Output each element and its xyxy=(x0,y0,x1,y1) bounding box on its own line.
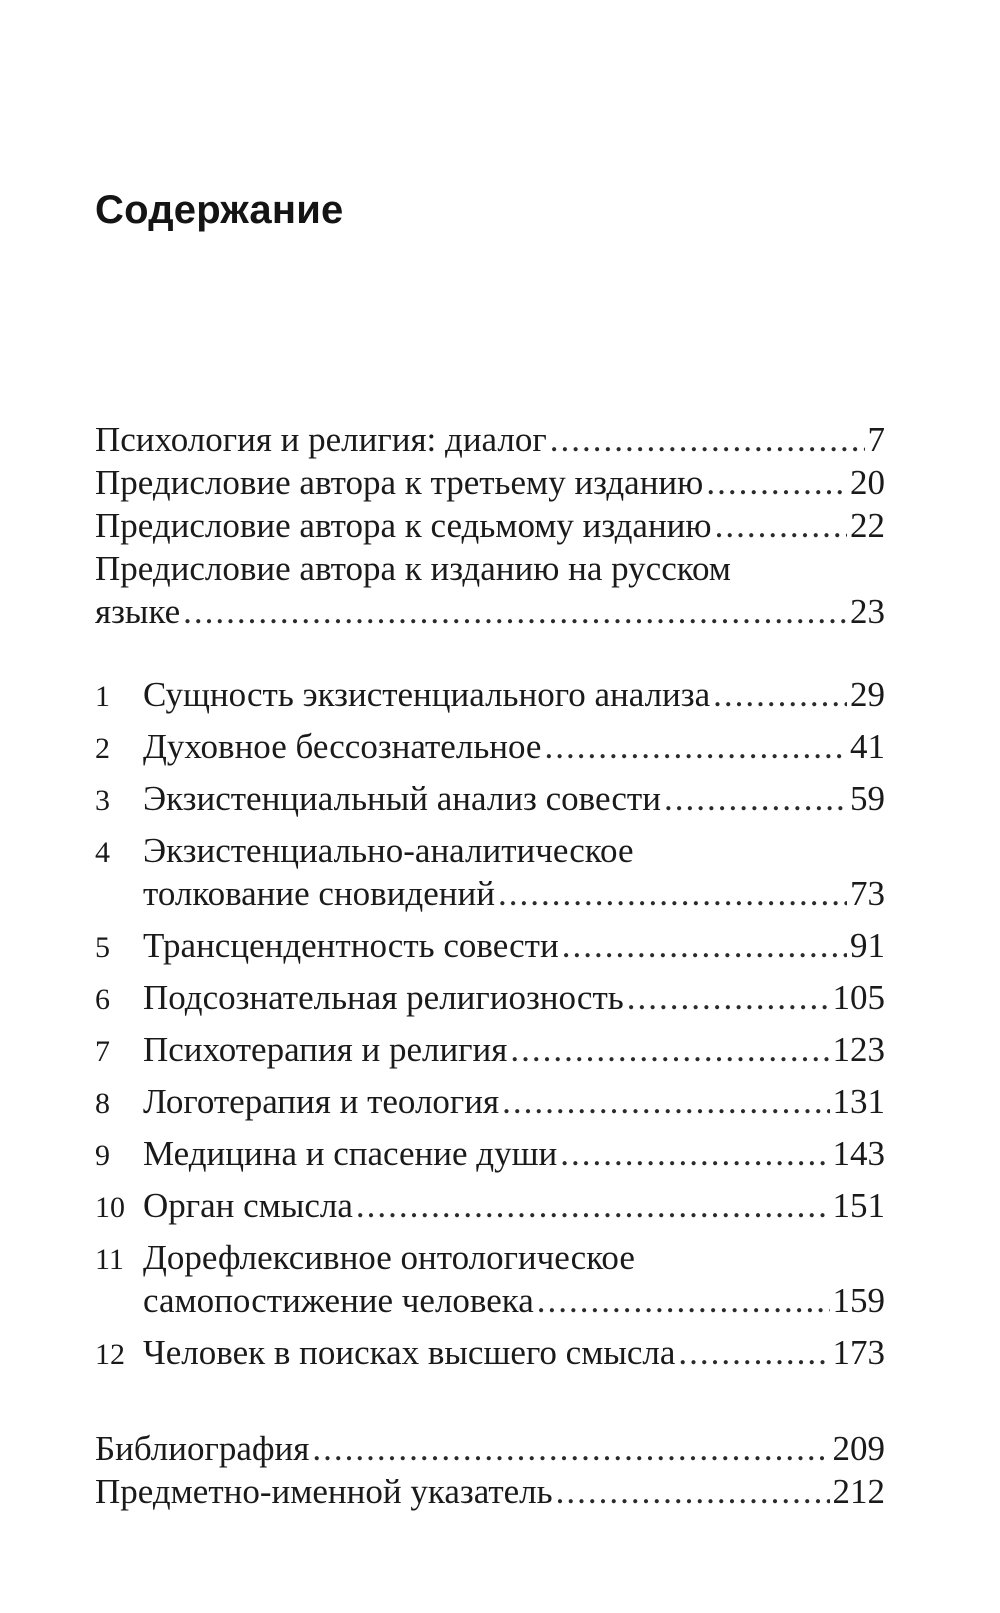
chapter-number: 5 xyxy=(95,931,110,964)
entry-title: Психология и религия: диалог xyxy=(95,420,547,459)
chapter-entry-line1 xyxy=(95,829,885,872)
chapter-entry xyxy=(95,976,885,1019)
entry-page: 209 xyxy=(832,1429,885,1468)
chapter-title: Подсознательная религиозность xyxy=(143,978,624,1017)
toc-entry xyxy=(95,1470,885,1513)
chapter-title-continued: толкование сновидений xyxy=(143,874,495,913)
entry-title: Предметно-именной указатель xyxy=(95,1472,553,1511)
entry-title: Библиография xyxy=(95,1429,310,1468)
entry-page: 23 xyxy=(850,592,885,631)
dot-leader xyxy=(502,1080,829,1123)
chapter-title-continued: самопостижение человека xyxy=(143,1281,534,1320)
chapter-entry xyxy=(95,924,885,967)
chapter-page: 159 xyxy=(832,1281,885,1320)
entry-page: 22 xyxy=(850,506,885,545)
chapter-page: 131 xyxy=(832,1082,885,1121)
chapter-number: 7 xyxy=(95,1035,110,1068)
dot-leader xyxy=(713,673,847,716)
chapter-list xyxy=(95,673,885,1383)
dot-leader xyxy=(550,418,865,461)
entry-title: Предисловие автора к третьему изданию xyxy=(95,463,704,502)
chapter-entry xyxy=(95,777,885,820)
toc-entry xyxy=(95,1427,885,1470)
chapter-entry-line2 xyxy=(95,872,885,915)
chapter-title: Человек в поисках высшего смысла xyxy=(143,1333,676,1372)
front-matter-list xyxy=(95,418,885,633)
chapter-entry xyxy=(95,1184,885,1227)
chapter-entry xyxy=(95,1080,885,1123)
dot-leader xyxy=(562,924,847,967)
chapter-number: 1 xyxy=(95,680,110,713)
chapter-title: Экзистенциально-аналитическое xyxy=(143,831,634,870)
entry-page: 20 xyxy=(850,463,885,502)
dot-leader xyxy=(556,1470,830,1513)
dot-leader xyxy=(498,872,847,915)
chapter-title: Трансцендентность совести xyxy=(143,926,559,965)
chapter-page: 105 xyxy=(832,978,885,1017)
chapter-number: 4 xyxy=(95,836,110,869)
chapter-page: 151 xyxy=(832,1186,885,1225)
dot-leader xyxy=(312,1427,829,1470)
toc-entry xyxy=(95,504,885,547)
dot-leader xyxy=(560,1132,829,1175)
entry-title-continued: языке xyxy=(95,592,181,631)
chapter-number: 12 xyxy=(95,1338,125,1371)
page-title: Содержание xyxy=(95,188,344,232)
chapter-title: Сущность экзистенциального анализа xyxy=(143,675,711,714)
chapter-number: 8 xyxy=(95,1087,110,1120)
chapter-page: 29 xyxy=(850,675,885,714)
chapter-title: Логотерапия и теология xyxy=(143,1082,500,1121)
toc-entry xyxy=(95,418,885,461)
dot-leader xyxy=(537,1279,830,1322)
dot-leader xyxy=(715,504,847,547)
chapter-entry xyxy=(95,725,885,768)
chapter-page: 59 xyxy=(850,779,885,818)
dot-leader xyxy=(664,777,847,820)
dot-leader xyxy=(544,725,847,768)
entry-title: Предисловие автора к седьмому изданию xyxy=(95,506,712,545)
entry-page: 212 xyxy=(832,1472,885,1511)
chapter-page: 123 xyxy=(832,1030,885,1069)
chapter-title: Дорефлексивное онтологическое xyxy=(143,1238,635,1277)
chapter-title: Экзистенциальный анализ совести xyxy=(143,779,661,818)
entry-page: 7 xyxy=(867,420,885,459)
chapter-entry xyxy=(95,1132,885,1175)
dot-leader xyxy=(678,1331,829,1374)
chapter-page: 73 xyxy=(850,874,885,913)
chapter-number: 10 xyxy=(95,1191,125,1224)
chapter-title: Медицина и спасение души xyxy=(143,1134,558,1173)
chapter-page: 41 xyxy=(850,727,885,766)
chapter-page: 91 xyxy=(850,926,885,965)
chapter-number: 9 xyxy=(95,1139,110,1172)
entry-title: Предисловие автора к изданию на русском xyxy=(95,549,731,588)
dot-leader xyxy=(183,590,847,633)
toc-entry-line1 xyxy=(95,547,885,590)
chapter-entry xyxy=(95,1028,885,1071)
chapter-number: 6 xyxy=(95,983,110,1016)
toc-entry xyxy=(95,461,885,504)
chapter-page: 143 xyxy=(832,1134,885,1173)
chapter-entry xyxy=(95,673,885,716)
chapter-number: 11 xyxy=(95,1243,124,1276)
dot-leader xyxy=(356,1184,830,1227)
chapter-number: 2 xyxy=(95,732,110,765)
chapter-entry xyxy=(95,1331,885,1374)
dot-leader xyxy=(706,461,847,504)
chapter-entry-line1 xyxy=(95,1236,885,1279)
chapter-page: 173 xyxy=(832,1333,885,1372)
dot-leader xyxy=(627,976,830,1019)
chapter-title: Орган смысла xyxy=(143,1186,353,1225)
chapter-title: Психотерапия и религия xyxy=(143,1030,508,1069)
dot-leader xyxy=(510,1028,829,1071)
chapter-entry-line2 xyxy=(95,1279,885,1322)
chapter-number: 3 xyxy=(95,784,110,817)
toc-entry-line2 xyxy=(95,590,885,633)
chapter-title: Духовное бессознательное xyxy=(143,727,542,766)
back-matter-list xyxy=(95,1427,885,1513)
